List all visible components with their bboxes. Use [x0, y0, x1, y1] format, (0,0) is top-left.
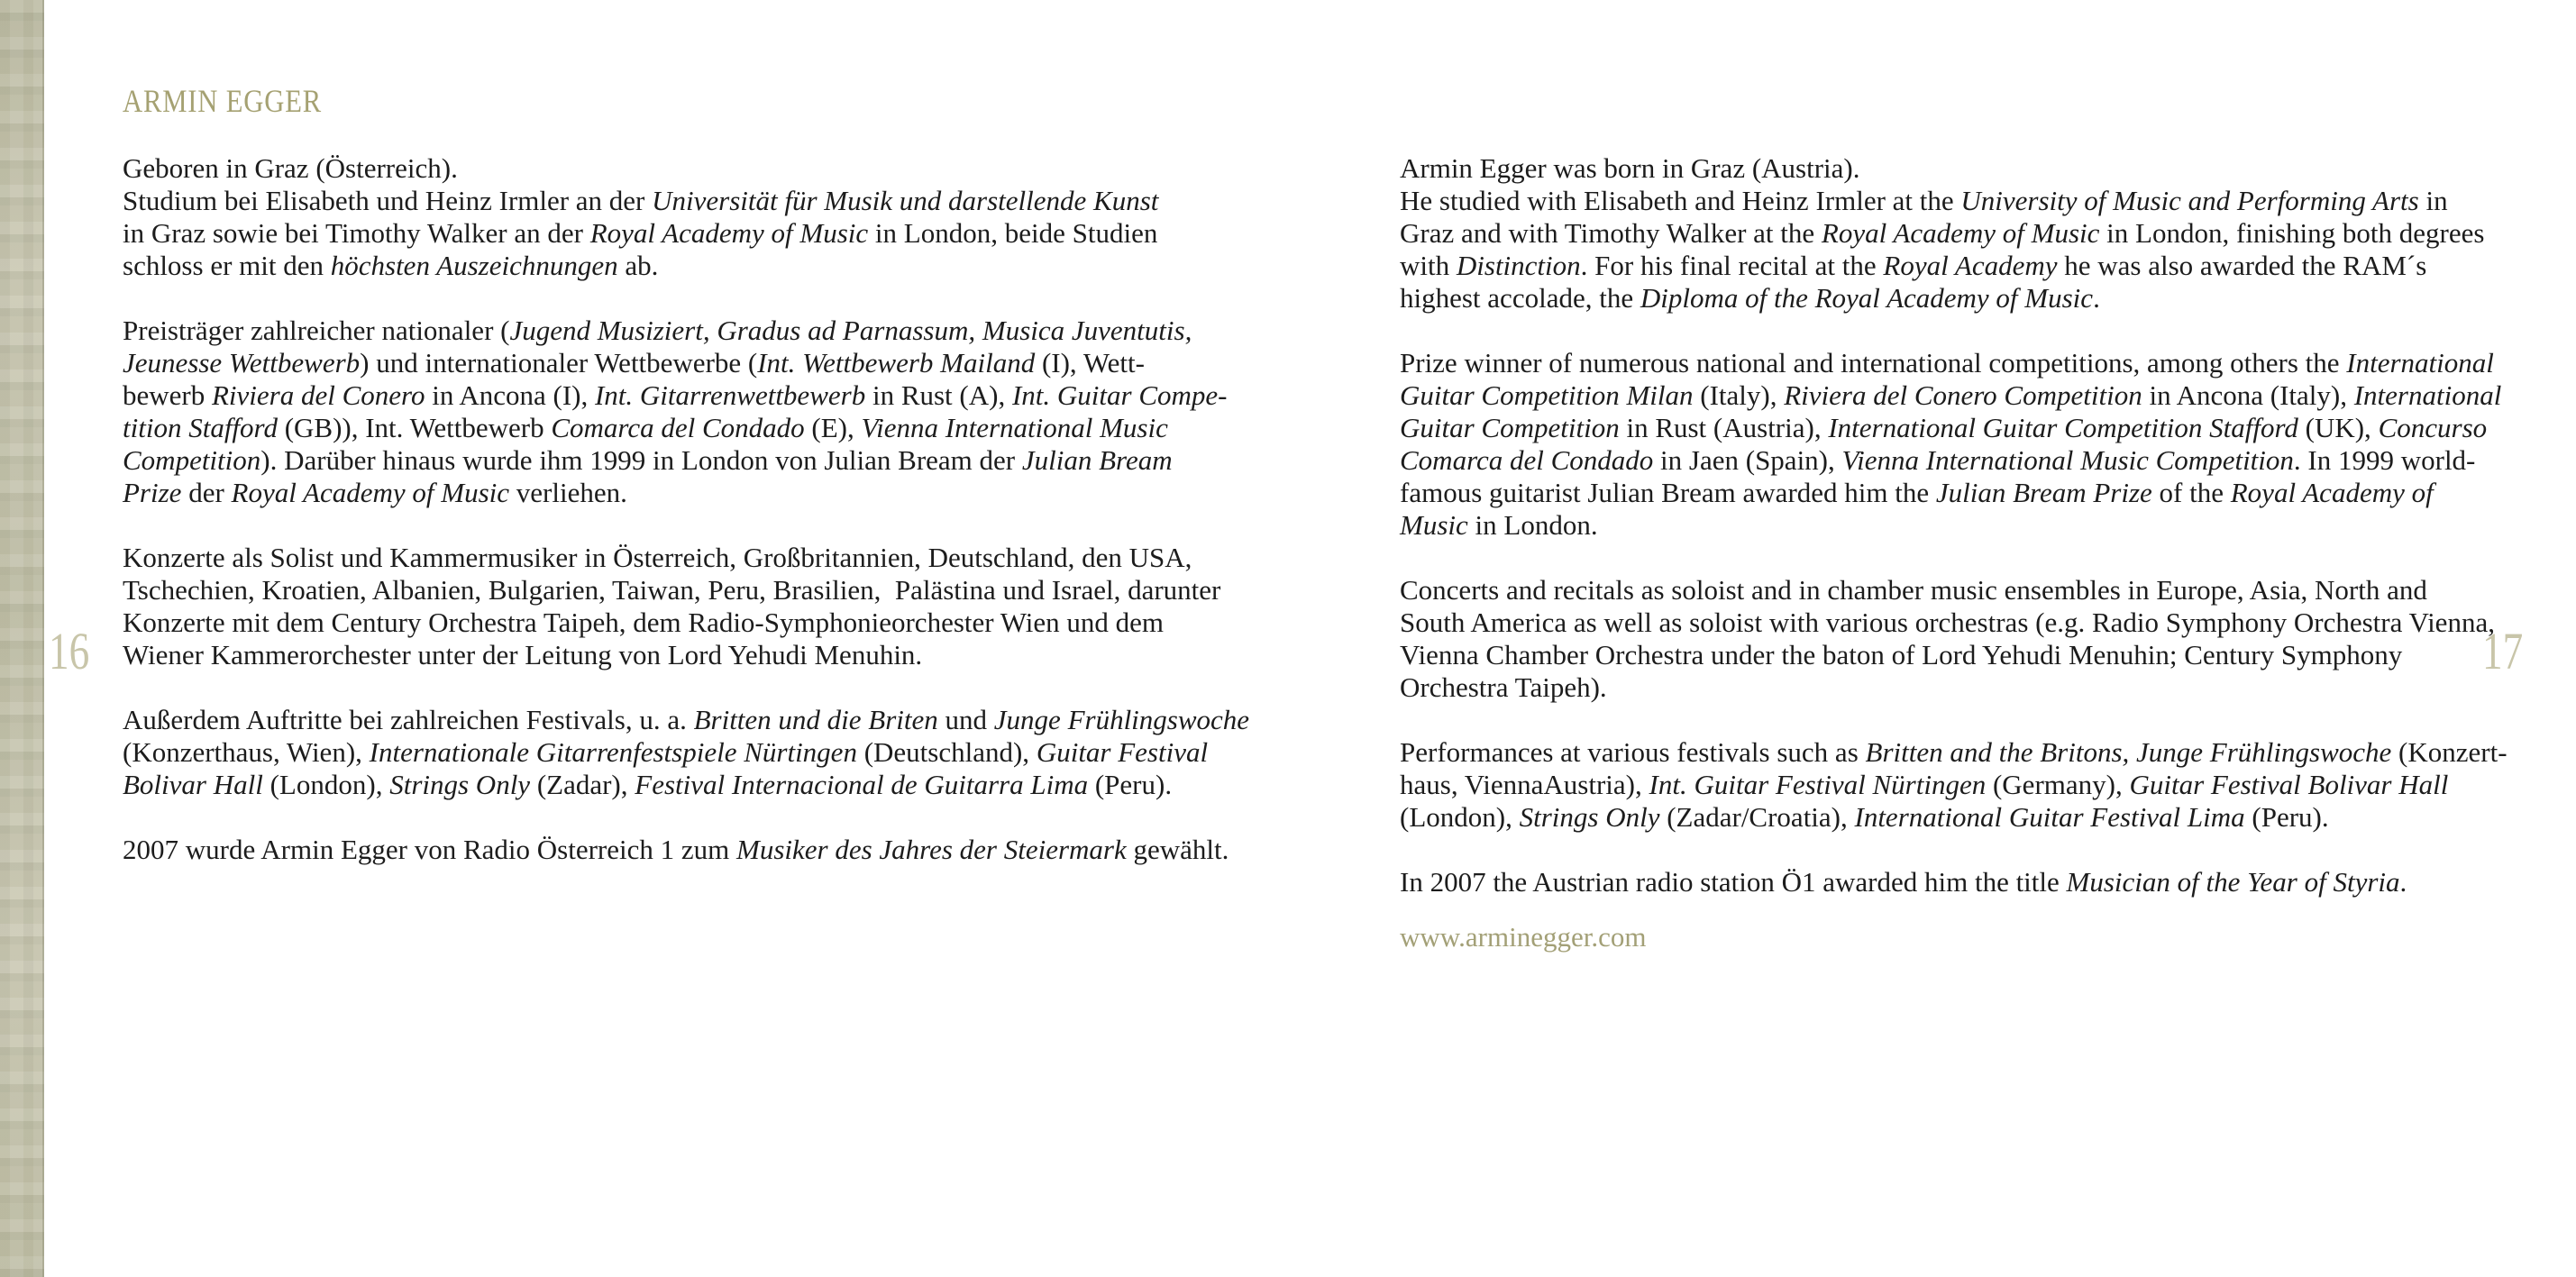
page-title: ARMIN EGGER — [123, 83, 322, 119]
page-number-right: 17 — [2482, 622, 2524, 680]
website-link[interactable]: www.arminegger.com — [1400, 921, 1647, 953]
paragraph: Performances at various festivals such as Britten and the Britons, Junge Frühlingswoche (Konzert- haus, ViennaAustria), Int. Guitar Festival Nürtingen (Germany), Guitar Festival Bolivar Hall (London), Strings Only (Zadar/Croatia), International Guitar Festival Lima (Peru). — [1400, 736, 2507, 833]
page-edge-texture — [0, 0, 44, 1277]
paragraph: In 2007 the Austrian radio station Ö1 awarded him the title Musician of the Year of Styria. — [1400, 866, 2407, 898]
paragraph: 2007 wurde Armin Egger von Radio Österreich 1 zum Musiker des Jahres der Steiermark gewählt. — [123, 834, 1229, 865]
paragraph: Außerdem Auftritte bei zahlreichen Festivals, u. a. Britten und die Briten und Junge Frühlingswoche (Konzerthaus, Wien), Internationale Gitarrenfestspiele Nürtingen (Deutschland), Guitar Festival Bolivar Hall (London), Strings Only (Zadar), Festival Internacional de Guitarra Lima (Peru). — [123, 704, 1250, 800]
paragraph: Concerts and recitals as soloist and in chamber music ensembles in Europe, Asia, North and South America as well as soloist with various orchestras (e.g. Radio Symphony Orchestra Vienna, Vienna Chamber Orchestra under the baton of Lord Yehudi Menuhin; Century Symphony Orchestra Taipeh). — [1400, 574, 2495, 703]
german-bio-text — [123, 152, 1330, 898]
paragraph: Armin Egger was born in Graz (Austria). He studied with Elisabeth and Heinz Irmler at the University of Music and Performing Arts in Graz and with Timothy Walker at the Royal Academy of Music in London, finishing both degrees with Distinction. For his final recital at the Royal Academy he was also awarded the RAM´s highest accolade, the Diploma of the Royal Academy of Music. — [1400, 152, 2485, 314]
english-bio-text — [1400, 152, 2576, 931]
paragraph: Prize winner of numerous national and international competitions, among others the International Guitar Competition Milan (Italy), Riviera del Conero Competition in Ancona (Italy), International Guitar Competition in Rust (Austria), International Guitar Competition Stafford (UK), Concurso Comarca del Condado in Jaen (Spain), Vienna International Music Competition. In 1999 world- famous guitarist Julian Bream awarded him the Julian Bream Prize of the Royal Academy of Music in London. — [1400, 347, 2502, 541]
page-number-left: 16 — [49, 622, 90, 680]
paragraph: Konzerte als Solist und Kammermusiker in Österreich, Großbritannien, Deutschland, den USA, Tschechien, Kroatien, Albanien, Bulgarien, Taiwan, Peru, Brasilien, Palästina und Israel, darunter Konzerte mit dem Century Orchestra Taipeh, dem Radio-Symphonieorchester Wien und dem Wiener Kammerorchester unter der Leitung von Lord Yehudi Menuhin. — [123, 542, 1221, 670]
paragraph: Geboren in Graz (Österreich). Studium bei Elisabeth und Heinz Irmler an der Universität für Musik und darstellende Kunst in Graz sowie bei Timothy Walker an der Royal Academy of Music in London, beide Studien schloss er mit den höchsten Auszeichnungen ab. — [123, 152, 1159, 281]
paragraph: Preisträger zahlreicher nationaler (Jugend Musiziert, Gradus ad Parnassum, Musica Juventutis, Jeunesse Wettbewerb) und internationaler Wettbewerbe (Int. Wettbewerb Mailand (I), Wett- bewerb Riviera del Conero in Ancona (I), Int. Gitarrenwettbewerb in Rust (A), Int. Guitar Compe- tition Stafford (GB)), Int. Wettbewerb Comarca del Condado (E), Vienna International Music Competition). Darüber hinaus wurde ihm 1999 in London von Julian Bream der Julian Bream Prize der Royal Academy of Music verliehen. — [123, 315, 1228, 508]
